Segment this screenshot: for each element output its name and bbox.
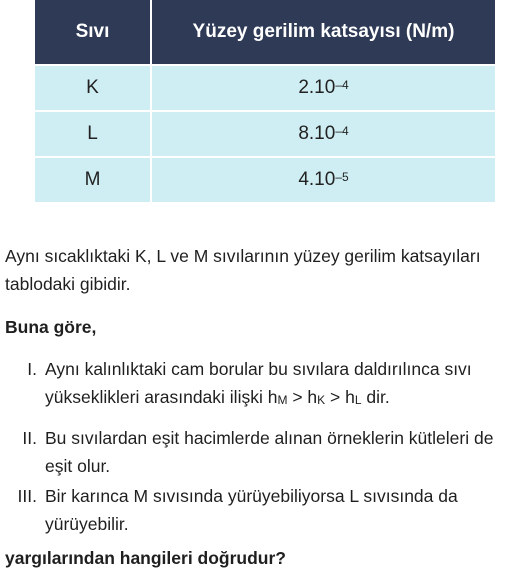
item-number: I. [27,359,37,379]
subscript: L [354,393,362,407]
cell-coefficient [152,66,495,110]
item-text: Bir karınca M sıvısında yürüyebiliyorsa L sıvısında da yürüyebilir. [45,486,458,534]
item-number: III. [17,486,37,506]
statement-item [5,355,520,411]
cell-liquid: M [35,158,152,202]
subscript: M [277,393,288,407]
coef-base: 4.10 [298,169,336,190]
item-text: Bu sıvılardan eşit hacimlerde alınan örneklerin kütleleri de eşit olur. [45,428,494,476]
question-text: yargılarından hangileri doğrudur? [5,548,286,568]
intro-paragraph: Aynı sıcaklıktaki K, L ve M sıvılarının yüzey gerilim katsayıları tablodaki gibidir. [5,246,481,294]
subscript: K [317,393,326,407]
header-liquid: Sıvı [35,0,152,64]
table-row [35,66,495,110]
header-coefficient: Yüzey gerilim katsayısı (N/m) [192,21,455,42]
item-text-part: > h [325,387,355,407]
statement-item [5,482,520,538]
lead-text: Buna göre, [5,317,97,337]
table-row [35,158,495,202]
table-header-row [35,0,495,64]
cell-coefficient [152,112,495,156]
coef-base: 8.10 [298,123,336,144]
cell-coefficient [152,158,495,202]
item-number: II. [22,428,37,448]
cell-liquid: K [35,66,152,110]
cell-liquid: L [35,112,152,156]
item-text [45,355,520,411]
coef-exponent: –5 [335,170,349,184]
surface-tension-table [35,0,495,202]
item-text-part: Aynı kalınlıktaki cam borular bu sıvılara daldırılınca sıvı yükseklikleri arasındaki ilişki h [45,359,472,407]
item-text-part: dir. [361,387,390,407]
statement-item [5,424,520,480]
table-row [35,112,495,156]
item-text-part: > h [287,387,318,407]
coef-exponent: –4 [335,78,349,92]
coef-base: 2.10 [298,77,336,98]
coef-exponent: –4 [335,124,349,138]
